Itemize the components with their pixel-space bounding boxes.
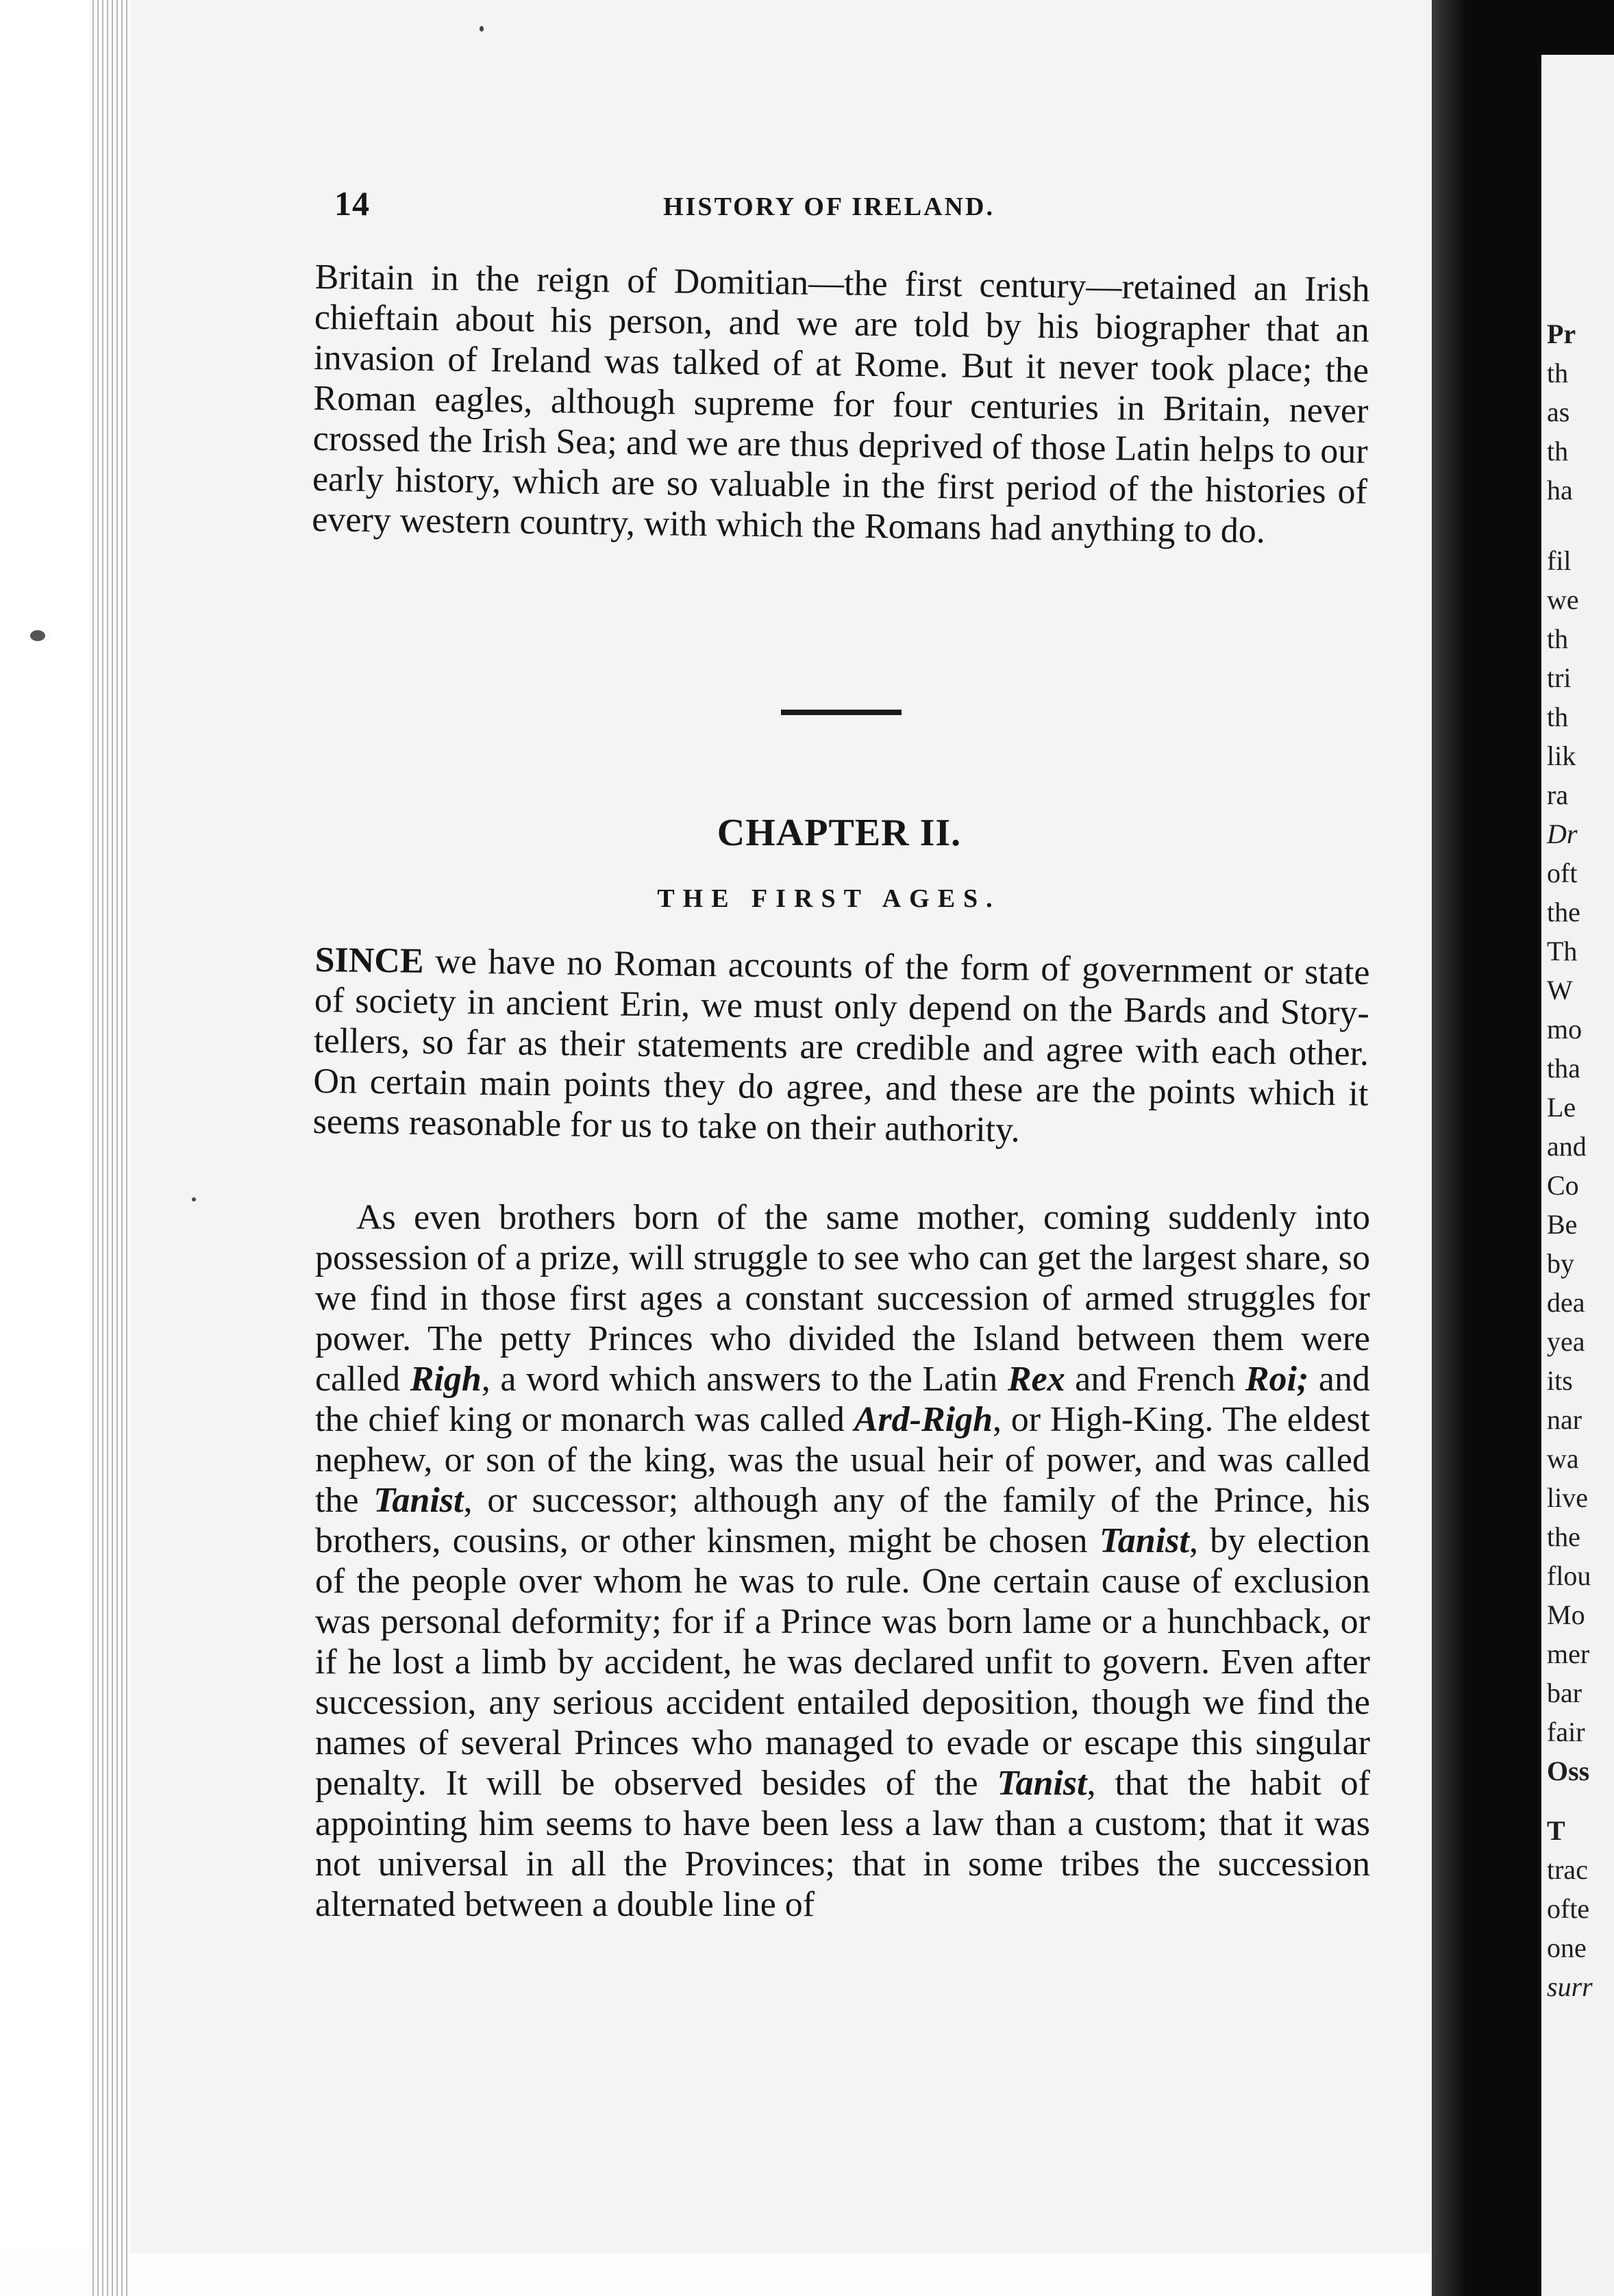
lead-word: SINCE xyxy=(314,940,424,981)
facing-page-line-fragment: dea xyxy=(1547,1287,1585,1318)
text-run: As even brothers born of the same mother, coming suddenly into possession of a prize, will struggle to see who can get the largest share, so we find in those first ages a constant succession of armed struggles for power. The petty Princes who divided the Island between them were called xyxy=(315,1198,1370,1399)
ink-speck xyxy=(480,26,484,32)
facing-page-line-fragment: tha xyxy=(1547,1053,1580,1084)
facing-page-line-fragment: the xyxy=(1547,897,1580,927)
italic-term: Tanist xyxy=(1099,1521,1189,1560)
facing-page-line-fragment: Th xyxy=(1547,936,1578,966)
running-title: HISTORY OF IRELAND. xyxy=(663,192,995,221)
section-divider-rule xyxy=(781,710,902,715)
text-run: , or High-King. The eldest nephew, or son of the king, was the usual heir of power, and was called the xyxy=(315,1400,1370,1520)
text-run: and the chief king or monarch was called xyxy=(315,1360,1370,1439)
facing-page-line-fragment: lik xyxy=(1547,740,1576,771)
facing-page-line-fragment: surr xyxy=(1547,1971,1593,2002)
text-run: , that the habit of appointing him seems to have been less a law than a custom; that it was not universal in all the Provinces; that in some tribes the succession alternated between a double line of xyxy=(315,1764,1370,1924)
facing-page-line-fragment: Dr xyxy=(1547,819,1578,849)
facing-page-line-fragment: nar xyxy=(1547,1404,1582,1435)
facing-page-line-fragment: as xyxy=(1547,397,1570,427)
text-run: , by election of the people over whom he was to rule. One certain cause of exclusion was personal deformity; for if a Prince was born lame or a hunchback, or if he lost a limb by accident, he was declared unfit to govern. Even after succession, any serious accident entailed deposition, though we find the names of several Princes who managed to evade or escape this singular penalty. It will be observed besides of the xyxy=(315,1521,1370,1803)
facing-page-line-fragment: by xyxy=(1547,1248,1574,1279)
facing-page-line-fragment: mo xyxy=(1547,1014,1582,1045)
facing-page-line-fragment: we xyxy=(1547,584,1579,615)
facing-page-line-fragment: wa xyxy=(1547,1443,1579,1474)
facing-page-line-fragment: mer xyxy=(1547,1638,1590,1669)
facing-page-line-fragment: tri xyxy=(1547,662,1572,693)
facing-page-line-fragment: Oss xyxy=(1547,1756,1590,1786)
page-number: 14 xyxy=(334,184,370,223)
facing-page-line-fragment: W xyxy=(1547,975,1573,1006)
facing-page-line-fragment: T xyxy=(1547,1815,1565,1846)
chapter-opening-paragraph xyxy=(312,940,1370,1150)
facing-page-line-fragment: yea xyxy=(1547,1326,1585,1357)
facing-page-line-fragment: ofte xyxy=(1547,1893,1590,1924)
facing-page-line-fragment: flou xyxy=(1547,1560,1591,1591)
facing-page-line-fragment: ra xyxy=(1547,779,1569,810)
facing-page-line-fragment: th xyxy=(1547,623,1569,654)
text-run: and French xyxy=(1065,1360,1245,1399)
paragraph-body: we have no Roman accounts of the form of government or state of society in ancient Erin, we must only depend on the Bards and Story-tellers, so far as their statements are credible and agree with each other. On certain main points they do agree, and these are the points which it seems reasonable for us to take on their authority. xyxy=(312,941,1370,1150)
paragraph-text xyxy=(315,1197,1370,1925)
paragraph-text: Britain in the reign of Domitian—the first century—retained an Irish chieftain about his person, and we are told by his biographer that an invasion of Ireland was talked of at Rome. But it never took place; the Roman eagles, although supreme for four centuries in Britain, never crossed the Irish Sea; and we are thus deprived of those Latin helps to our early history, which are so valuable in the first period of the histories of every western country, with which the Romans had anything to do. xyxy=(311,257,1370,551)
facing-page-line-fragment: th xyxy=(1547,436,1569,466)
page-edge-base xyxy=(0,2247,1445,2296)
facing-page-line-fragment: ha xyxy=(1547,475,1573,506)
ink-speck xyxy=(30,630,45,641)
text-run: , a word which answers to the Latin xyxy=(481,1360,1008,1399)
chapter-heading: CHAPTER II. xyxy=(717,812,962,854)
facing-page-line-fragment: Le xyxy=(1547,1092,1576,1123)
facing-page-line-fragment: and xyxy=(1547,1131,1587,1162)
facing-page-line-fragment: th xyxy=(1547,701,1569,732)
facing-page-line-fragment: trac xyxy=(1547,1854,1588,1885)
facing-page-line-fragment: its xyxy=(1547,1365,1573,1396)
facing-page-fragment xyxy=(1541,55,1614,2296)
text-run: , or successor; although any of the family of the Prince, his brothers, cousins, or other kinsmen, might be chosen xyxy=(315,1481,1371,1560)
italic-term: Rex xyxy=(1007,1360,1065,1399)
facing-page-line-fragment: fil xyxy=(1547,545,1572,576)
facing-page-line-fragment: th xyxy=(1547,358,1569,388)
facing-page-line-fragment: Be xyxy=(1547,1209,1578,1240)
facing-page-line-fragment: live xyxy=(1547,1482,1588,1513)
facing-page-line-fragment: the xyxy=(1547,1521,1580,1552)
italic-term: Righ xyxy=(410,1360,482,1399)
italic-term: Tanist xyxy=(997,1764,1087,1803)
gutter-shadow xyxy=(1432,0,1466,2296)
italic-term: Ard-Righ xyxy=(854,1400,993,1439)
facing-page-line-fragment: bar xyxy=(1547,1677,1582,1708)
facing-page-line-fragment: one xyxy=(1547,1932,1587,1963)
paragraph-text xyxy=(312,940,1369,1155)
ink-speck xyxy=(192,1197,196,1201)
facing-page-line-fragment: fair xyxy=(1547,1717,1585,1747)
paragraph-continued xyxy=(311,257,1370,551)
italic-term: Tanist xyxy=(373,1481,464,1520)
facing-page-line-fragment: Pr xyxy=(1547,319,1576,349)
book-page-edges xyxy=(89,0,130,2296)
italic-term: Roi; xyxy=(1245,1360,1309,1399)
body-paragraph xyxy=(315,1197,1370,1925)
facing-page-line-fragment: Mo xyxy=(1547,1599,1585,1630)
facing-page-line-fragment: oft xyxy=(1547,858,1578,888)
running-head xyxy=(334,184,1369,238)
facing-page-line-fragment: Co xyxy=(1547,1170,1579,1201)
chapter-subtitle: THE FIRST AGES. xyxy=(657,884,1001,913)
